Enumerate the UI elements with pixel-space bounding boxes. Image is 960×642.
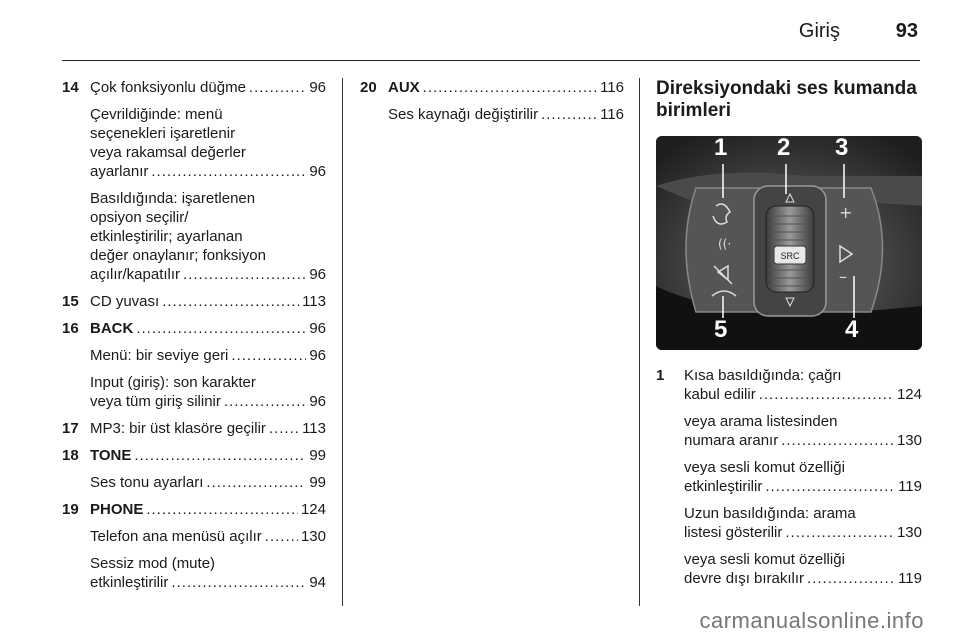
dot-leader [162,292,299,311]
entry-1 [656,366,922,588]
sub-entry [684,366,922,404]
callout-4: 4 [845,316,859,343]
entry-body [90,319,326,338]
entry-text: PHONE [90,501,144,518]
sub-line: seçenekleri işaretlenir [90,125,236,142]
entry-text: Menü: bir seviye geri [90,347,229,364]
page-number: 93 [895,20,918,42]
toc-line [684,477,922,496]
entry-text: veya tüm giriş silinir [90,393,221,410]
entry-body [90,446,326,465]
left-column [62,78,326,600]
dot-leader [171,573,306,592]
sub-line: veya arama listesinden [684,413,838,430]
toc-line [90,500,326,519]
entry-number: 18 [62,447,79,464]
right-items [656,366,922,588]
toc-line [90,78,326,97]
toc-line [90,265,326,284]
svg-text:–: – [839,267,847,286]
sub-line: Çevrildiğinde: menü [90,106,223,123]
sub-line: opsiyon seçilir/ [90,209,189,226]
entry-text: Ses kaynağı değiştirilir [388,106,539,123]
toc-line [90,162,326,181]
entry-text: AUX [388,79,420,96]
page-ref: 96 [309,320,326,337]
callout-5: 5 [714,316,728,343]
page-ref: 96 [309,79,326,96]
page-ref: 116 [600,106,624,123]
entry-number: 15 [62,293,79,310]
entry-16 [62,319,326,338]
page-ref: 96 [309,163,326,180]
entry-19 [62,500,326,519]
sub-line: değer onaylanır; fonksiyon [90,247,266,264]
dot-leader [541,105,597,124]
dot-leader [183,265,306,284]
steering-wheel-illustration [656,136,922,350]
toc-line [90,446,326,465]
dot-leader [759,385,894,404]
dot-leader [136,319,306,338]
dot-leader [134,446,306,465]
entry-body [90,419,326,438]
dot-leader [765,477,895,496]
entry-text: açılır/kapatılır [90,266,181,283]
toc-line [388,78,624,97]
dot-leader [231,346,306,365]
svg-text:SRC: SRC [780,251,800,261]
column-divider-1 [342,78,343,606]
svg-text:((·: ((· [718,237,732,251]
entry-text: CD yuvası [90,293,160,310]
entry-17 [62,419,326,438]
toc-line [90,527,326,546]
page-ref: 113 [302,293,326,310]
sub-entry [388,105,624,124]
dot-leader [807,569,895,588]
entry-text: Çok fonksiyonlu düğme [90,79,246,96]
sub-line: Input (giriş): son karakter [90,374,256,391]
sub-entry [90,105,326,181]
sub-line: Basıldığında: işaretlenen [90,190,256,207]
toc-line [388,105,624,124]
entry-20 [360,78,624,97]
entry-text: MP3: bir üst klasöre geçilir [90,420,266,437]
header-rule [62,60,920,61]
page-ref: 96 [309,266,326,283]
dot-leader [206,473,306,492]
callout-2: 2 [777,136,791,161]
entry-number: 14 [62,79,79,96]
sub-entry [90,189,326,284]
header-title: Giriş [798,20,840,42]
dot-leader [781,431,894,450]
page-ref: 99 [309,447,326,464]
callout-3: 3 [835,136,849,161]
dot-leader [146,500,298,519]
sub-line: Sessiz mod (mute) [90,555,216,572]
sub-entry [684,412,922,450]
toc-line [90,319,326,338]
entry-text: TONE [90,447,132,464]
toc-line [90,392,326,411]
entry-text: devre dışı bırakılır [684,570,805,587]
sub-entry [90,346,326,365]
entry-text: Telefon ana menüsü açılır [90,528,262,545]
section-title: Direksiyondaki ses kumanda birimleri [656,78,917,121]
entry-text: etkinleştirilir [90,574,169,591]
page-ref: 119 [898,570,922,587]
sub-line: Kısa basıldığında: çağrı [684,367,842,384]
page-ref: 124 [300,501,326,518]
toc-line [684,569,922,588]
svg-text:+: + [839,203,853,222]
entry-number: 20 [360,79,377,96]
entry-text: Ses tonu ayarları [90,474,204,491]
page-ref: 130 [896,524,922,541]
sub-line: Uzun basıldığında: arama [684,505,856,522]
entry-text: etkinleştirilir [684,478,763,495]
entry-15 [62,292,326,311]
entry-text: BACK [90,320,134,337]
entry-number: 19 [62,501,79,518]
toc-line [90,346,326,365]
column-divider-2 [639,78,640,606]
middle-column [360,78,624,132]
toc-line [684,431,922,450]
toc-line [90,292,326,311]
sub-entry [90,527,326,546]
watermark: carmanualsonline.info [699,608,924,633]
steering-wheel-controls-image [656,136,922,350]
entry-18 [62,446,326,465]
entry-text: kabul edilir [684,386,756,403]
page-ref: 119 [898,478,922,495]
page-ref: 96 [309,347,326,364]
toc-line [684,385,922,404]
sub-entry [90,554,326,592]
page-ref: 116 [600,79,624,96]
page-ref: 113 [302,420,326,437]
entry-text: listesi gösterilir [684,524,783,541]
sub-line: veya rakamsal değerler [90,144,246,161]
sub-line: etkinleştirilir; ayarlanan [90,228,243,245]
entry-body [388,78,624,97]
toc-line [90,573,326,592]
toc-line [90,419,326,438]
entry-14 [62,78,326,97]
entry-text: ayarlanır [90,163,149,180]
sub-entry [90,473,326,492]
dot-leader [785,523,894,542]
dot-leader [265,527,298,546]
entry-body [684,366,922,588]
dot-leader [269,419,299,438]
sub-entry [684,504,922,542]
right-column [656,78,922,596]
dot-leader [224,392,306,411]
sub-entry [684,458,922,496]
callout-1: 1 [714,136,728,161]
entry-body [90,500,326,519]
entry-number: 1 [656,367,665,384]
sub-entry [684,550,922,588]
entry-number: 16 [62,320,79,337]
entry-number: 17 [62,420,79,437]
page-ref: 130 [896,432,922,449]
page-ref: 99 [309,474,326,491]
entry-body [90,292,326,311]
page-ref: 130 [300,528,326,545]
page-ref: 94 [309,574,326,591]
page-ref: 124 [896,386,922,403]
entry-body [90,78,326,97]
sub-line: veya sesli komut özelliği [684,459,845,476]
dot-leader [423,78,597,97]
toc-line [90,473,326,492]
sub-entry [90,373,326,411]
toc-line [684,523,922,542]
entry-text: numara aranır [684,432,779,449]
dot-leader [249,78,306,97]
dot-leader [151,162,306,181]
page-ref: 96 [309,393,326,410]
sub-line: veya sesli komut özelliği [684,551,845,568]
